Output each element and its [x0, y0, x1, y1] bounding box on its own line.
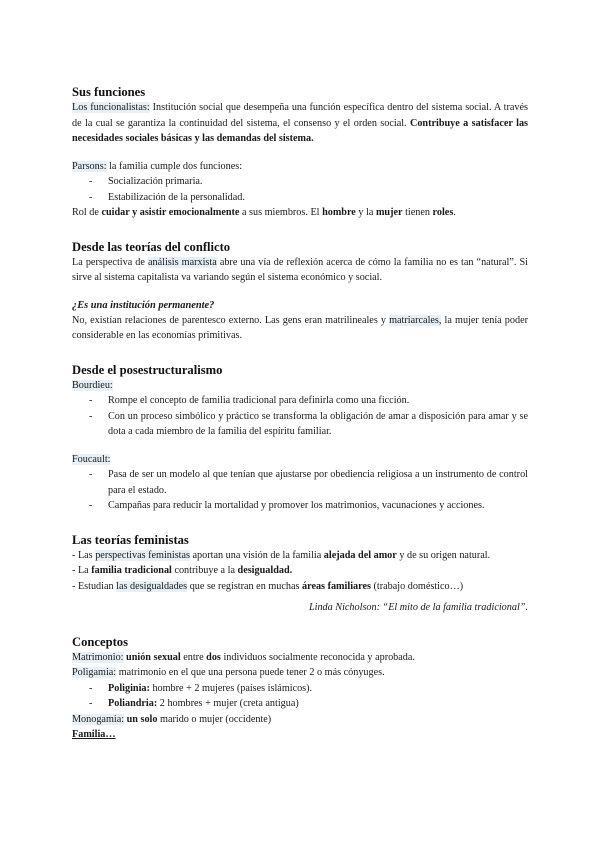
- text: contribuye a la: [171, 565, 238, 576]
- term-perspectivas-feministas: perspectivas feministas: [95, 549, 190, 561]
- term-monogamia: Monogamia:: [72, 713, 125, 725]
- text: - La: [72, 565, 92, 576]
- paragraph-marxista: [72, 255, 528, 286]
- paragraph-parentesco: [72, 313, 528, 344]
- bold-text: Poliginia:: [108, 682, 150, 694]
- bold-text: unión sexual: [123, 651, 181, 663]
- text: individuos socialmente reconocida y aprobada.: [220, 651, 415, 663]
- question-heading: ¿Es una institución permanente?: [72, 299, 215, 311]
- section-heading-conflicto: Desde las teorías del conflicto: [72, 239, 231, 254]
- bold-text: dos: [206, 651, 221, 663]
- poligamia-list: [72, 681, 528, 712]
- label-bourdieu: [72, 378, 528, 394]
- term-funcionalistas: Los funcionalistas:: [72, 102, 150, 113]
- term-foucault: Foucault:: [72, 453, 111, 465]
- bourdieu-list: [72, 393, 528, 440]
- bold-text: mujer: [375, 207, 403, 218]
- bold-text: hombre: [322, 207, 356, 218]
- section-heading-conceptos: Conceptos: [72, 634, 128, 649]
- definition-poligamia: [72, 665, 528, 681]
- bold-text: desigualdad.: [237, 565, 293, 576]
- text: (trabajo doméstico…): [370, 580, 464, 592]
- term-parsons: Parsons:: [72, 160, 107, 172]
- foucault-list: [72, 467, 528, 514]
- paragraph-parsons: [72, 159, 528, 175]
- paragraph-roles: [72, 205, 528, 221]
- parsons-list: [72, 174, 528, 205]
- label-foucault: [72, 452, 528, 468]
- text: la mujer tenía poder considerable en las economías primitivas.: [72, 314, 528, 341]
- list-item: - Pasa de ser un modelo al que tenían que ajustarse por obediencia religiosa a un instrumento de control para el estado.: [89, 467, 528, 498]
- bold-contribuye: Contribuye a satisfacer las necesidades sociales básicas y las demandas del sistema.: [72, 117, 529, 144]
- list-item: - Con un proceso simbólico y práctico se transforma la obligación de amar a disposición para amar y se dota a cada miembro de la familia del espíritu familiar.: [89, 409, 528, 440]
- list-item: - Campañas para reducir la mortalidad y promover los matrimonios, vacunaciones y acciones.: [89, 498, 528, 514]
- section-heading-sus-funciones: Sus funciones: [72, 85, 146, 99]
- line-perspectivas: [72, 548, 528, 564]
- list-item: [89, 681, 528, 697]
- text: aportan una visión de la familia: [189, 549, 324, 561]
- line-familia-tradicional: [72, 563, 528, 579]
- bold-text: alejada del amor: [323, 549, 397, 561]
- list-item: - Rompe el concepto de familia tradicional para definirla como una ficción.: [89, 393, 528, 409]
- list-item: - Socialización primaria.: [89, 174, 528, 190]
- text: y la: [355, 207, 376, 218]
- text: marido o mujer (occidente): [157, 713, 272, 725]
- bold-text: un solo: [124, 713, 158, 725]
- text: - Estudian: [72, 580, 117, 592]
- text: abre una vía de reflexión acerca de cómo la familia no es tan “natural”. Si sirve al sistema capitalista va variando según el sistema económico y social.: [72, 256, 529, 283]
- label-familia: [72, 727, 528, 743]
- term-desigualdades: las desigualdades: [116, 580, 188, 592]
- paragraph-funcionalistas: [72, 100, 528, 147]
- text: matrimonio en el que una persona puede tener 2 o más cónyuges.: [116, 667, 385, 678]
- bold-text: familia tradicional: [91, 565, 172, 576]
- term-matrimonio: Matrimonio:: [72, 651, 124, 663]
- bold-text: áreas familiares: [302, 580, 371, 592]
- text: .: [453, 207, 456, 218]
- quote-linda-nicholson: Linda Nicholson: “El mito de la familia tradicional”.: [308, 602, 528, 613]
- list-item: - Estabilización de la personalidad.: [89, 190, 528, 206]
- text: entre: [180, 651, 207, 663]
- text: tienen: [402, 207, 433, 218]
- term-matriarcales: matriarcales,: [389, 314, 442, 326]
- term-bourdieu: Bourdieu:: [72, 379, 113, 391]
- bold-text: cuidar y asistir emocionalmente: [101, 207, 240, 218]
- text: - Las: [72, 549, 96, 561]
- term-poligamia: Poligamia:: [72, 667, 117, 678]
- section-heading-feministas: Las teorías feministas: [72, 532, 189, 547]
- text: La perspectiva de: [72, 256, 148, 268]
- text: que se registran en muchas: [187, 580, 303, 592]
- definition-matrimonio: [72, 650, 528, 666]
- text-funcionalistas: Institución social que desempeña una función específica dentro del sistema social. A través de la cual se garantiza la continuidad del sistema, el consenso y el orden social.: [72, 102, 528, 129]
- text: y de su origen natural.: [396, 549, 491, 561]
- text: No, existían relaciones de parentesco externo. Las gens eran matrilineales y: [72, 314, 390, 326]
- section-heading-posestructuralismo: Desde el posestructuralismo: [72, 362, 223, 377]
- bold-text: Familia…: [72, 729, 116, 740]
- bold-text: Poliandria:: [108, 698, 158, 709]
- line-desigualdades: [72, 579, 528, 595]
- definition-monogamia: [72, 712, 528, 728]
- list-item: [89, 696, 528, 712]
- term-analisis-marxista: análisis marxista: [148, 256, 217, 268]
- text-parsons: la familia cumple dos funciones:: [106, 160, 243, 172]
- bold-text: roles: [432, 207, 454, 218]
- text: 2 hombres + mujer (creta antigua): [157, 698, 299, 709]
- text: Rol de: [72, 207, 102, 218]
- text: a sus miembros. El: [239, 207, 323, 218]
- text: hombre + 2 mujeres (países islámicos).: [149, 682, 313, 694]
